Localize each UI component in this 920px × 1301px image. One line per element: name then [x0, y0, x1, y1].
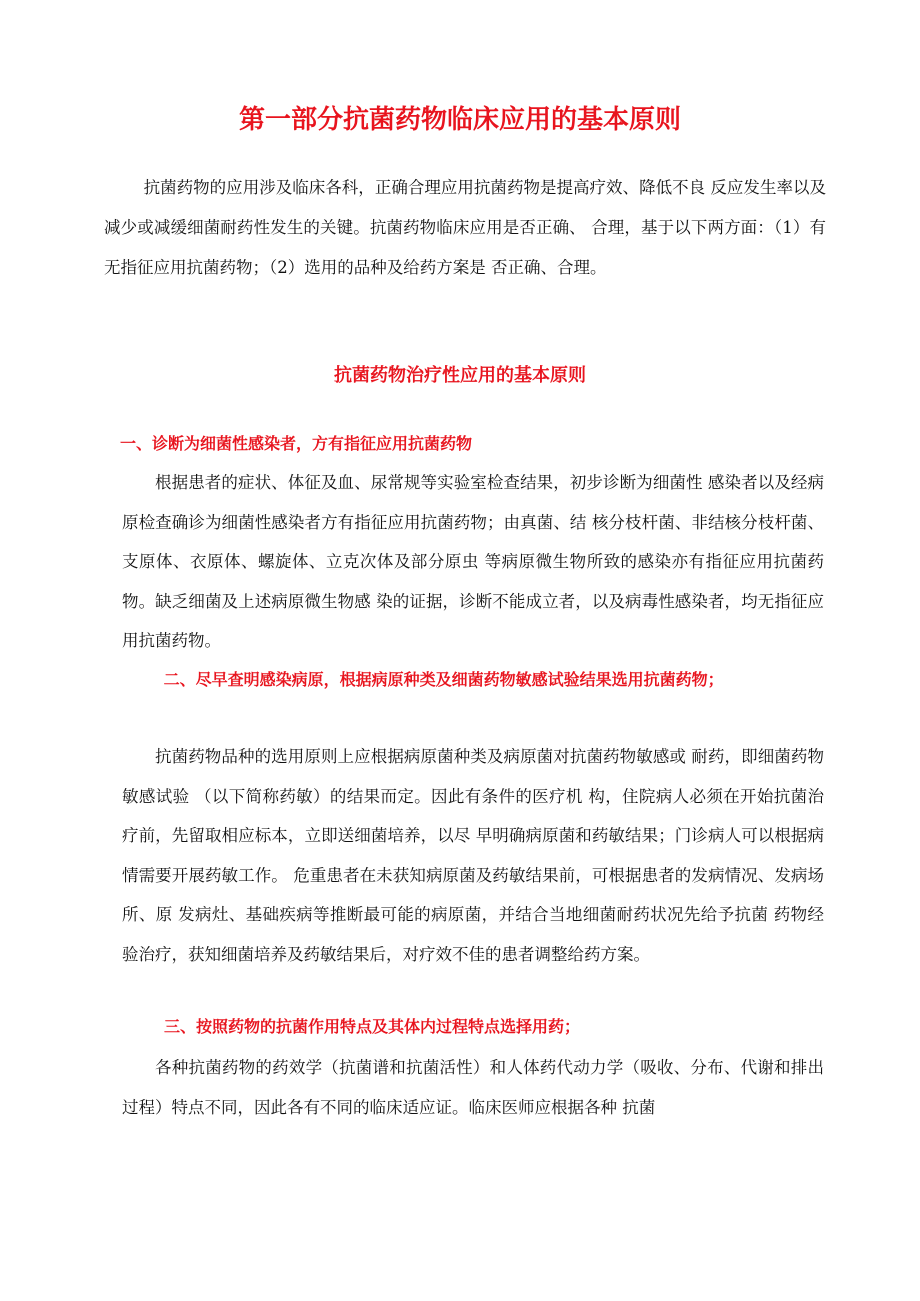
section-body-2: 抗菌药物品种的选用原则上应根据病原菌种类及病原菌对抗菌药物敏感或 耐药，即细菌药物敏感试验 （以下简称药敏）的结果而定。因此有条件的医疗机 构，住院病人必须在开始抗菌治疗前，先留取相应标本，立即送细菌培养，以尽 早明确病原菌和药敏结果；门诊病人可以根据病情需要开展药敏工作。 危重患者在未获知病原菌及药敏结果前，可根据患者的发病情况、发病场所、原 发病灶、基础疾病等推断最可能的病原菌，并结合当地细菌耐药状况先给予抗菌 药物经验治疗，获知细菌培养及药敏结果后，对疗效不佳的患者调整给药方案。 — [122, 747, 824, 964]
intro-paragraph: 抗菌药物的应用涉及临床各科，正确合理应用抗菌药物是提高疗效、降低不良 反应发生率以及减少或减缓细菌耐药性发生的关键。抗菌药物临床应用是否正确、 合理，基于以下两方面：（1）有无指征应用抗菌药物；（2）选用的品种及给药方案是 否正确、合理。 — [104, 178, 826, 277]
section-body-3: 各种抗菌药物的药效学（抗菌谱和抗菌活性）和人体药代动力学（吸收、分布、代谢和排出过程）特点不同，因此各有不同的临床适应证。临床医师应根据各种 抗菌 — [122, 1058, 824, 1117]
section-heading-2: 二、尽早查明感染病原，根据病原种类及细菌药物敏感试验结果选用抗菌药物； — [163, 670, 724, 689]
document-title: 第一部分抗菌药物临床应用的基本原则 — [238, 105, 681, 135]
section-title: 抗菌药物治疗性应用的基本原则 — [334, 365, 586, 386]
section-heading-3: 三、按照药物的抗菌作用特点及其体内过程特点选择用药； — [164, 1017, 581, 1036]
section-heading-1: 一、诊断为细菌性感染者，方有指征应用抗菌药物 — [120, 434, 473, 453]
section-body-1: 根据患者的症状、体征及血、尿常规等实验室检查结果，初步诊断为细菌性 感染者以及经病原检查确诊为细菌性感染者方有指征应用抗菌药物；由真菌、结 核分枝杆菌、非结核分枝杆菌、支原体、衣原体、螺旋体、立克次体及部分原虫 等病原微生物所致的感染亦有指征应用抗菌药物。缺乏细菌及上述病原微生物感 染的证据，诊断不能成立者，以及病毒性感染者，均无指征应用抗菌药物。 — [122, 473, 824, 650]
